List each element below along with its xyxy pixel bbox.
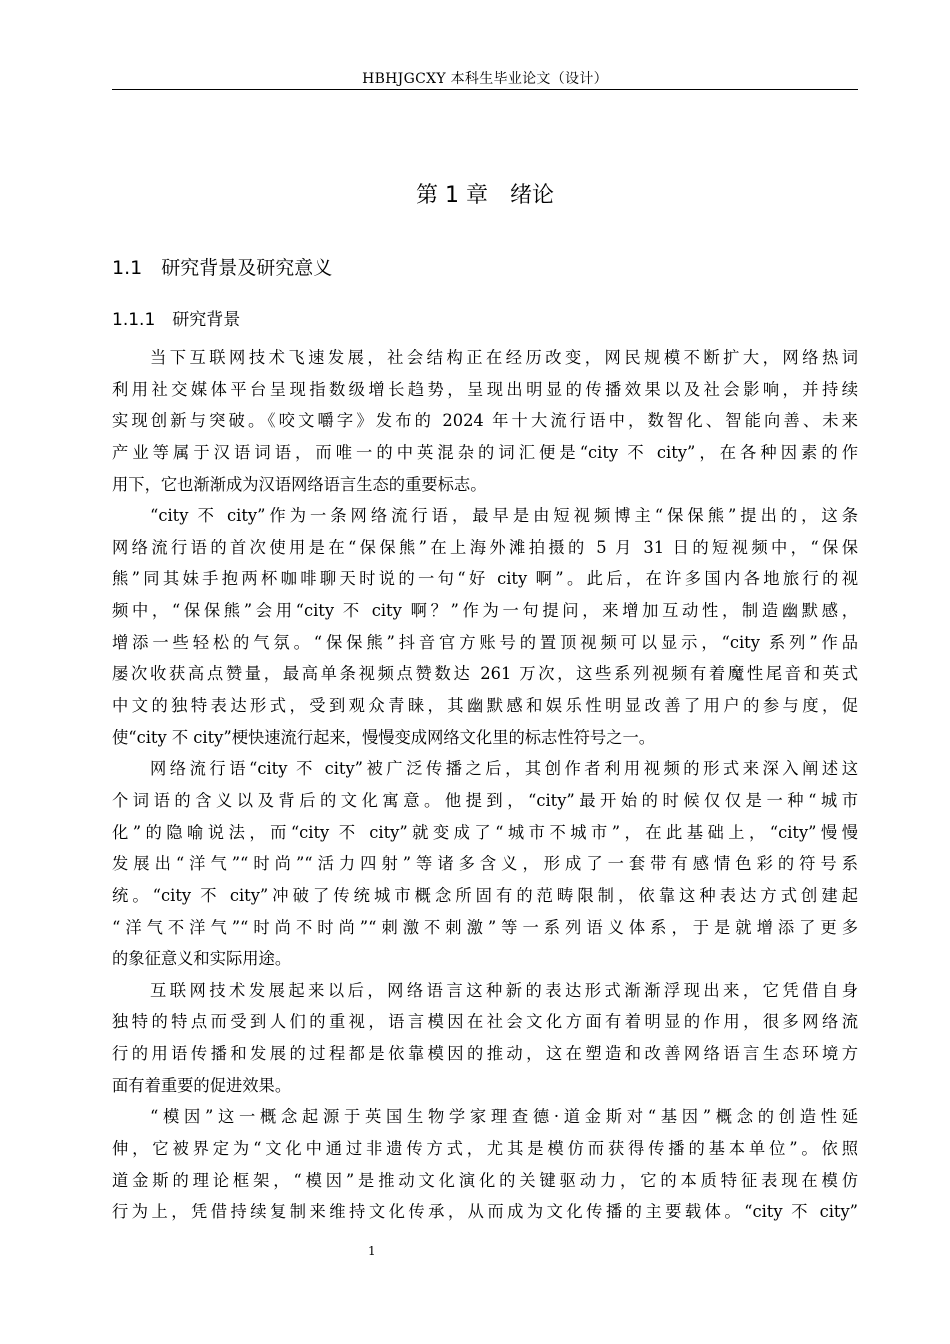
text-line: 网络流行语“city 不 city”被广泛传播之后，其创作者利用视频的形式来深入阐述这 (150, 759, 858, 779)
section-heading: 1.1 研究背景及研究意义 (112, 257, 333, 279)
text-line: 利用社交媒体平台呈现指数级增长趋势，呈现出明显的传播效果以及社会影响，并持续 (112, 379, 858, 399)
paragraph-5 (112, 1101, 858, 1228)
text-line: 频中，“保保熊”会用“city 不 city 啊？”作为一句提问，来增加互动性，制造幽默感， (112, 601, 858, 621)
page-number: 1 (368, 1244, 376, 1258)
paragraph-1 (112, 342, 858, 500)
text-line: 当下互联网技术飞速发展，社会结构正在经历改变，网民规模不断扩大，网络热词 (150, 348, 858, 367)
subsection-heading: 1.1.1 研究背景 (112, 310, 241, 330)
text-line: 的象征意义和实际用途。 (112, 949, 292, 969)
text-line: 独特的特点而受到人们的重视，语言模因在社会文化方面有着明显的作用，很多网络流 (112, 1012, 858, 1032)
text-line: 屡次收获高点赞量，最高单条视频点赞数达 261 万次，这些系列视频有着魔性尾音和英式 (112, 664, 858, 684)
header-rule (112, 89, 858, 90)
paragraph-3 (112, 753, 858, 974)
text-line: 产业等属于汉语词语，而唯一的中英混杂的词汇便是“city 不 city”，在各种因素的作 (112, 442, 858, 462)
text-line: 行的用语传播和发展的过程都是依靠模因的推动，这在塑造和改善网络语言生态环境方 (112, 1044, 858, 1064)
text-line: 道金斯的理论框架，“模因”是推动文化演化的关键驱动力，它的本质特征表现在模仿 (112, 1170, 858, 1190)
text-line: 面有着重要的促进效果。 (112, 1075, 292, 1095)
paragraph-2 (112, 500, 858, 753)
text-line: “city 不 city”作为一条网络流行语，最早是由短视频博主“保保熊”提出的，这条 (150, 506, 858, 526)
text-line: 伸，它被界定为“文化中通过非遗传方式，尤其是模仿而获得传播的基本单位”。依照 (112, 1139, 858, 1159)
body-text (112, 342, 858, 1228)
text-line: 行为上，凭借持续复制来维持文化传承，从而成为文化传播的主要载体。“city 不 city” (112, 1202, 858, 1222)
text-line: 实现创新与突破。《咬文嚼字》发布的 2024 年十大流行语中，数智化、智能向善、未来 (112, 411, 858, 431)
text-line: 使“city 不 city”梗快速流行起来，慢慢变成网络文化里的标志性符号之一。 (112, 727, 656, 747)
text-line: 熊”同其妹手抱两杯咖啡聊天时说的一句“好 city 啊”。此后，在许多国内各地旅行的视 (112, 569, 858, 589)
text-line: “洋气不洋气”“时尚不时尚”“刺激不刺激”等一系列语义体系，于是就增添了更多 (112, 917, 858, 937)
text-line: 发展出“洋气”“时尚”“活力四射”等诸多含义，形成了一套带有感情色彩的符号系 (112, 854, 858, 874)
text-line: 中文的独特表达形式，受到观众青睐，其幽默感和娱乐性明显改善了用户的参与度，促 (112, 696, 858, 716)
chapter-title: 第 1 章 绪论 (416, 183, 554, 208)
text-line: 用下，它也渐渐成为汉语网络语言生态的重要标志。 (112, 474, 487, 494)
text-line: 互联网技术发展起来以后，网络语言这种新的表达形式渐渐浮现出来，它凭借自身 (150, 980, 858, 1000)
text-line: 统。“city 不 city”冲破了传统城市概念所固有的范畴限制，依靠这种表达方式创建起 (112, 885, 858, 905)
running-header: HBHJGCXY 本科生毕业论文（设计） (362, 71, 608, 87)
text-line: 化”的隐喻说法，而“city 不 city”就变成了“城市不城市”，在此基础上，“city”慢慢 (112, 822, 858, 842)
text-line: “模因”这一概念起源于英国生物学家理查德·道金斯对“基因”概念的创造性延 (150, 1107, 858, 1127)
paragraph-4 (112, 975, 858, 1102)
text-line: 增添一些轻松的气氛。“保保熊”抖音官方账号的置顶视频可以显示，“city 系列”作品 (112, 632, 858, 652)
text-line: 网络流行语的首次使用是在“保保熊”在上海外滩拍摄的 5 月 31 日的短视频中，“保保 (112, 537, 858, 557)
text-line: 个词语的含义以及背后的文化寓意。他提到，“city”最开始的时候仅仅是一种“城市 (112, 790, 858, 810)
